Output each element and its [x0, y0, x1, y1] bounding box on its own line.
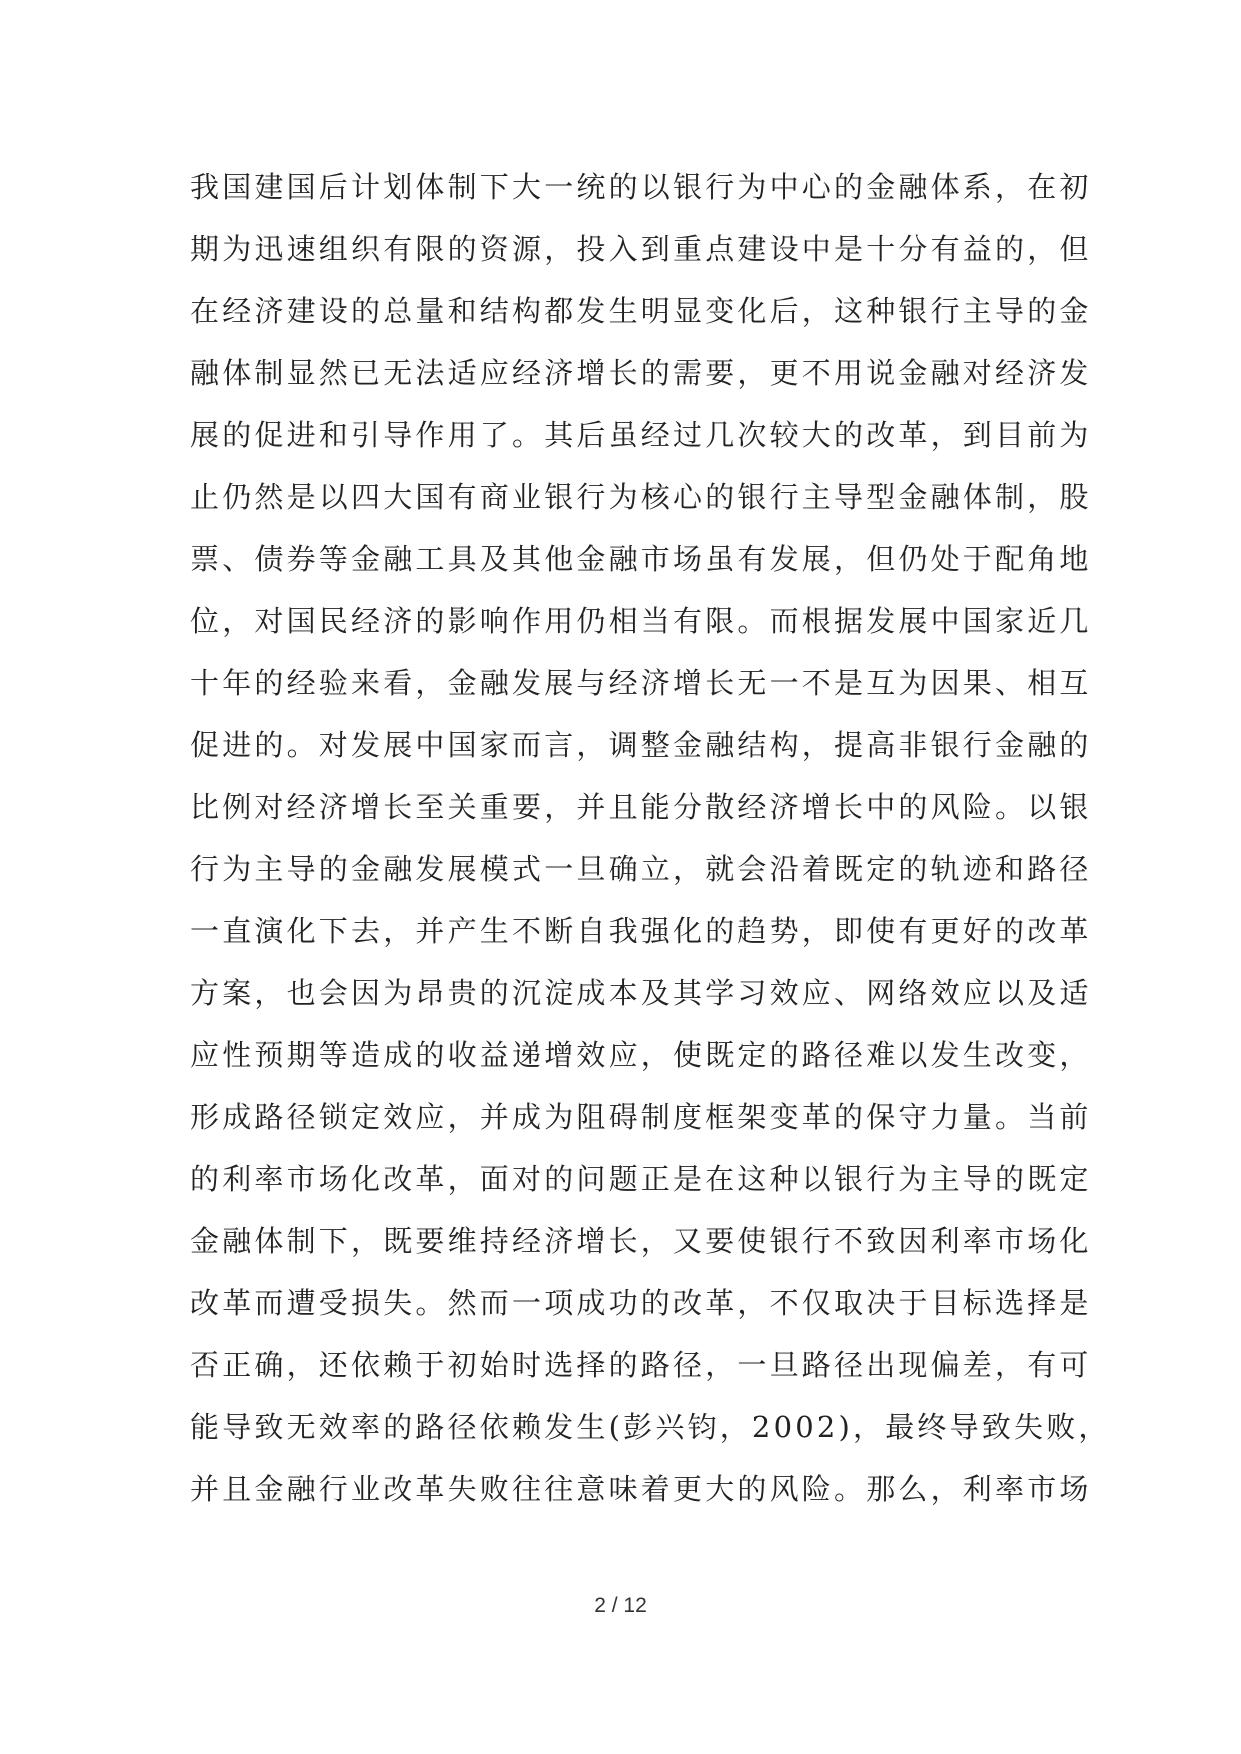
body-paragraph [190, 156, 1111, 1520]
text-line: 止仍然是以四大国有商业银行为核心的银行主导型金融体制，股 [190, 480, 1092, 514]
text-line: 的利率市场化改革，面对的问题正是在这种以银行为主导的既定 [190, 1162, 1092, 1196]
text-line: 应性预期等造成的收益递增效应，使既定的路径难以发生改变， [190, 1038, 1092, 1072]
text-line: 金融体制下，既要维持经济增长，又要使银行不致因利率市场化 [190, 1224, 1092, 1258]
text-line: 票、债券等金融工具及其他金融市场虽有发展，但仍处于配角地 [190, 542, 1092, 576]
text-line: 十年的经验来看，金融发展与经济增长无一不是互为因果、相互 [190, 666, 1092, 700]
text-line: 形成路径锁定效应，并成为阻碍制度框架变革的保守力量。当前 [190, 1100, 1092, 1134]
page-number: 2 / 12 [594, 1594, 647, 1617]
text-line: 在经济建设的总量和结构都发生明显变化后，这种银行主导的金 [190, 294, 1092, 328]
text-line: 行为主导的金融发展模式一旦确立，就会沿着既定的轨迹和路径 [190, 852, 1092, 886]
text-line: 促进的。对发展中国家而言，调整金融结构，提高非银行金融的 [190, 728, 1092, 762]
text-line: 并且金融行业改革失败往往意味着更大的风险。那么，利率市场 [190, 1472, 1092, 1506]
text-line: 否正确，还依赖于初始时选择的路径，一旦路径出现偏差，有可 [190, 1348, 1092, 1382]
text-line: 方案，也会因为昂贵的沉淀成本及其学习效应、网络效应以及适 [190, 976, 1092, 1010]
text-line: 改革而遭受损失。然而一项成功的改革，不仅取决于目标选择是 [190, 1286, 1092, 1320]
text-line: 一直演化下去，并产生不断自我强化的趋势，即使有更好的改革 [190, 914, 1092, 948]
text-line: 我国建国后计划体制下大一统的以银行为中心的金融体系，在初 [190, 170, 1092, 204]
text-line: 比例对经济增长至关重要，并且能分散经济增长中的风险。以银 [190, 790, 1092, 824]
text-line: 展的促进和引导作用了。其后虽经过几次较大的改革，到目前为 [190, 418, 1092, 452]
text-line: 融体制显然已无法适应经济增长的需要，更不用说金融对经济发 [190, 356, 1092, 390]
text-line: 能导致无效率的路径依赖发生(彭兴钧，2002)，最终导致失败， [190, 1410, 1111, 1444]
text-line: 期为迅速组织有限的资源，投入到重点建设中是十分有益的，但 [190, 232, 1092, 266]
text-line: 位，对国民经济的影响作用仍相当有限。而根据发展中国家近几 [190, 604, 1092, 638]
